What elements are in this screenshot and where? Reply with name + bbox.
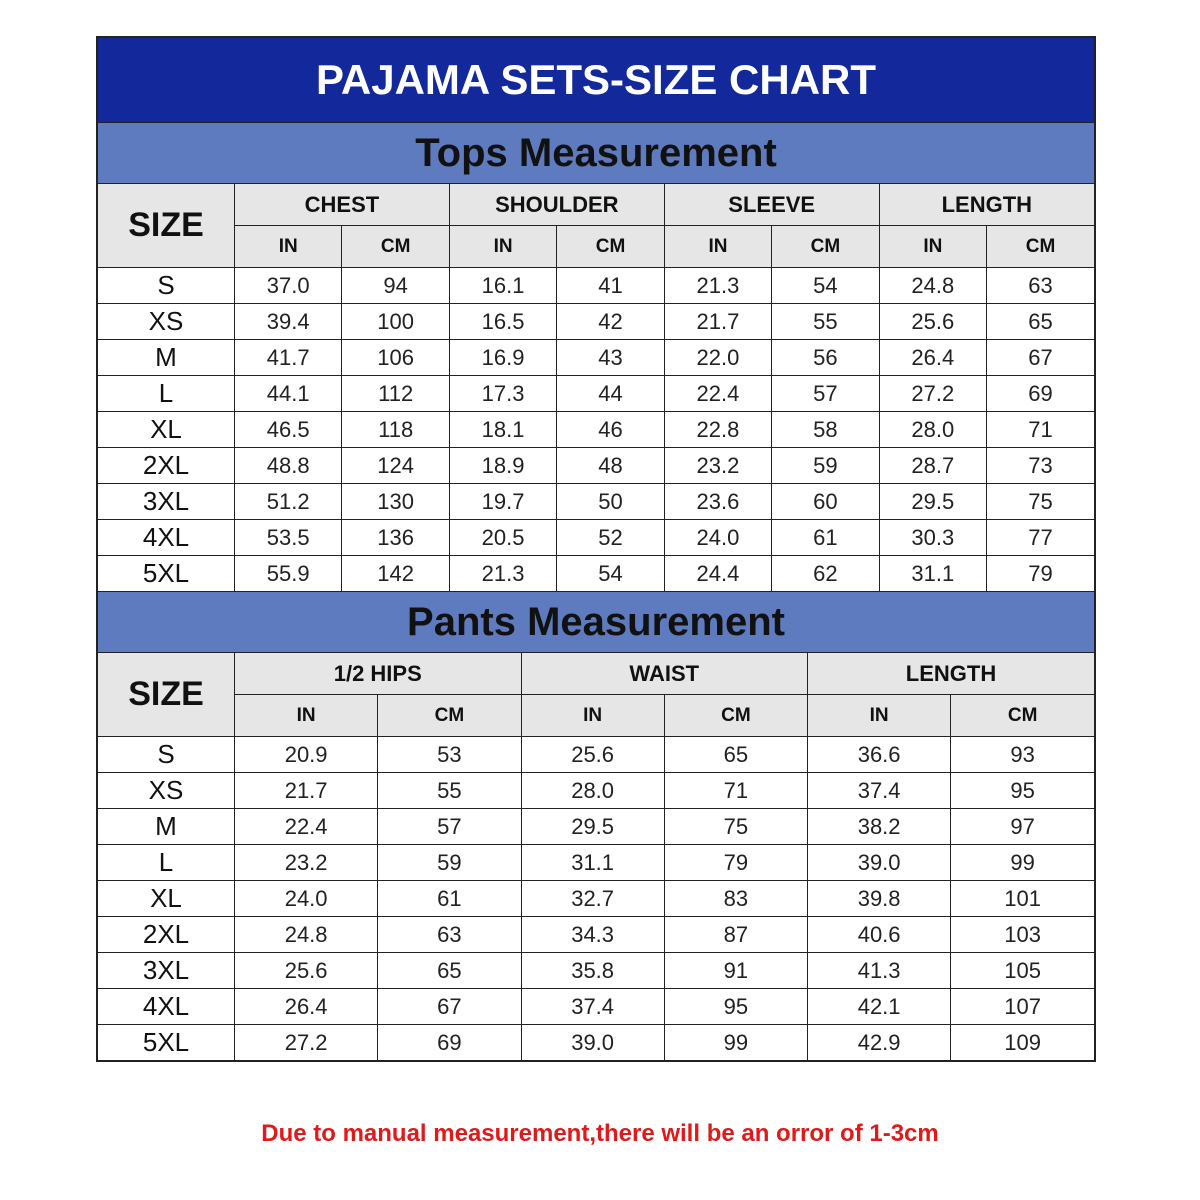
measurement-cell: 75 bbox=[987, 484, 1094, 520]
measurement-cell: 97 bbox=[951, 809, 1094, 845]
measurement-cell: 37.0 bbox=[235, 268, 342, 304]
size-label-cell: XL bbox=[98, 412, 235, 448]
measurement-cell: 18.9 bbox=[449, 448, 556, 484]
table-row bbox=[98, 376, 1094, 412]
unit-header: CM bbox=[342, 226, 449, 268]
measurement-cell: 63 bbox=[378, 917, 521, 953]
measurement-cell: 22.0 bbox=[664, 340, 771, 376]
measurement-cell: 57 bbox=[772, 376, 879, 412]
measurement-cell: 26.4 bbox=[235, 989, 378, 1025]
table-row bbox=[98, 412, 1094, 448]
measurement-cell: 55.9 bbox=[235, 556, 342, 592]
measurement-cell: 65 bbox=[987, 304, 1094, 340]
tops-group-sleeve: SLEEVE bbox=[664, 184, 879, 226]
measurement-cell: 52 bbox=[557, 520, 664, 556]
unit-header: IN bbox=[235, 226, 342, 268]
size-label-cell: M bbox=[98, 809, 235, 845]
size-label-cell: L bbox=[98, 376, 235, 412]
measurement-cell: 18.1 bbox=[449, 412, 556, 448]
size-label-cell: L bbox=[98, 845, 235, 881]
measurement-cell: 105 bbox=[951, 953, 1094, 989]
pants-group-hips: 1/2 HIPS bbox=[235, 653, 522, 695]
table-row bbox=[98, 520, 1094, 556]
unit-header: IN bbox=[521, 695, 664, 737]
measurement-cell: 29.5 bbox=[879, 484, 986, 520]
measurement-cell: 63 bbox=[987, 268, 1094, 304]
measurement-cell: 16.1 bbox=[449, 268, 556, 304]
table-row bbox=[98, 881, 1094, 917]
measurement-cell: 21.7 bbox=[664, 304, 771, 340]
unit-header: CM bbox=[987, 226, 1094, 268]
table-row bbox=[98, 773, 1094, 809]
measurement-cell: 54 bbox=[557, 556, 664, 592]
table-row bbox=[98, 737, 1094, 773]
tops-group-shoulder: SHOULDER bbox=[449, 184, 664, 226]
size-label-cell: 2XL bbox=[98, 917, 235, 953]
table-row bbox=[98, 845, 1094, 881]
table-row bbox=[98, 953, 1094, 989]
measurement-cell: 21.7 bbox=[235, 773, 378, 809]
measurement-cell: 75 bbox=[664, 809, 807, 845]
measurement-cell: 103 bbox=[951, 917, 1094, 953]
table-row bbox=[98, 304, 1094, 340]
pants-group-length: LENGTH bbox=[808, 653, 1095, 695]
measurement-cell: 24.0 bbox=[664, 520, 771, 556]
measurement-cell: 30.3 bbox=[879, 520, 986, 556]
table-row bbox=[98, 917, 1094, 953]
size-chart-sheet bbox=[96, 36, 1096, 1062]
measurement-cell: 87 bbox=[664, 917, 807, 953]
measurement-cell: 109 bbox=[951, 1025, 1094, 1061]
measurement-cell: 99 bbox=[951, 845, 1094, 881]
measurement-cell: 142 bbox=[342, 556, 449, 592]
measurement-cell: 118 bbox=[342, 412, 449, 448]
measurement-cell: 46.5 bbox=[235, 412, 342, 448]
measurement-cell: 25.6 bbox=[521, 737, 664, 773]
measurement-cell: 44.1 bbox=[235, 376, 342, 412]
size-label-cell: S bbox=[98, 737, 235, 773]
measurement-cell: 101 bbox=[951, 881, 1094, 917]
unit-header: IN bbox=[664, 226, 771, 268]
measurement-cell: 41.7 bbox=[235, 340, 342, 376]
tops-heading: Tops Measurement bbox=[98, 123, 1094, 184]
measurement-cell: 130 bbox=[342, 484, 449, 520]
size-label-cell: M bbox=[98, 340, 235, 376]
unit-header: IN bbox=[449, 226, 556, 268]
measurement-cell: 22.4 bbox=[664, 376, 771, 412]
measurement-cell: 34.3 bbox=[521, 917, 664, 953]
measurement-cell: 19.7 bbox=[449, 484, 556, 520]
measurement-cell: 69 bbox=[987, 376, 1094, 412]
measurement-cell: 40.6 bbox=[808, 917, 951, 953]
measurement-cell: 39.8 bbox=[808, 881, 951, 917]
measurement-cell: 21.3 bbox=[449, 556, 556, 592]
measurement-cell: 65 bbox=[378, 953, 521, 989]
measurement-cell: 16.9 bbox=[449, 340, 556, 376]
measurement-cell: 95 bbox=[664, 989, 807, 1025]
measurement-cell: 16.5 bbox=[449, 304, 556, 340]
unit-header: IN bbox=[808, 695, 951, 737]
measurement-cell: 79 bbox=[987, 556, 1094, 592]
measurement-cell: 95 bbox=[951, 773, 1094, 809]
measurement-cell: 24.8 bbox=[879, 268, 986, 304]
measurement-cell: 51.2 bbox=[235, 484, 342, 520]
size-label-cell: XS bbox=[98, 773, 235, 809]
measurement-cell: 107 bbox=[951, 989, 1094, 1025]
measurement-cell: 77 bbox=[987, 520, 1094, 556]
measurement-cell: 79 bbox=[664, 845, 807, 881]
measurement-cell: 94 bbox=[342, 268, 449, 304]
measurement-cell: 24.8 bbox=[235, 917, 378, 953]
measurement-cell: 31.1 bbox=[879, 556, 986, 592]
measurement-cell: 44 bbox=[557, 376, 664, 412]
measurement-cell: 41 bbox=[557, 268, 664, 304]
measurement-cell: 100 bbox=[342, 304, 449, 340]
measurement-cell: 22.4 bbox=[235, 809, 378, 845]
unit-header: CM bbox=[664, 695, 807, 737]
measurement-cell: 20.9 bbox=[235, 737, 378, 773]
size-label-cell: XL bbox=[98, 881, 235, 917]
tops-size-header: SIZE bbox=[98, 184, 235, 268]
table-row bbox=[98, 989, 1094, 1025]
measurement-cell: 58 bbox=[772, 412, 879, 448]
measurement-cell: 42 bbox=[557, 304, 664, 340]
measurement-cell: 54 bbox=[772, 268, 879, 304]
measurement-cell: 23.2 bbox=[235, 845, 378, 881]
measurement-cell: 55 bbox=[378, 773, 521, 809]
measurement-cell: 17.3 bbox=[449, 376, 556, 412]
measurement-cell: 42.1 bbox=[808, 989, 951, 1025]
tops-group-chest: CHEST bbox=[235, 184, 450, 226]
unit-header: CM bbox=[951, 695, 1094, 737]
size-label-cell: 2XL bbox=[98, 448, 235, 484]
size-label-cell: 5XL bbox=[98, 556, 235, 592]
pants-table-body bbox=[98, 737, 1094, 1061]
measurement-cell: 50 bbox=[557, 484, 664, 520]
measurement-cell: 112 bbox=[342, 376, 449, 412]
measurement-cell: 60 bbox=[772, 484, 879, 520]
measurement-cell: 62 bbox=[772, 556, 879, 592]
pants-table bbox=[98, 653, 1094, 1060]
table-row bbox=[98, 340, 1094, 376]
measurement-cell: 99 bbox=[664, 1025, 807, 1061]
measurement-cell: 73 bbox=[987, 448, 1094, 484]
measurement-cell: 39.4 bbox=[235, 304, 342, 340]
size-label-cell: S bbox=[98, 268, 235, 304]
table-row bbox=[98, 809, 1094, 845]
unit-header: IN bbox=[235, 695, 378, 737]
table-row bbox=[98, 484, 1094, 520]
measurement-cell: 41.3 bbox=[808, 953, 951, 989]
measurement-cell: 37.4 bbox=[808, 773, 951, 809]
table-row bbox=[98, 448, 1094, 484]
measurement-cell: 136 bbox=[342, 520, 449, 556]
measurement-cell: 67 bbox=[987, 340, 1094, 376]
size-label-cell: 3XL bbox=[98, 953, 235, 989]
measurement-cell: 27.2 bbox=[235, 1025, 378, 1061]
measurement-cell: 27.2 bbox=[879, 376, 986, 412]
measurement-cell: 106 bbox=[342, 340, 449, 376]
table-row bbox=[98, 1025, 1094, 1061]
measurement-cell: 61 bbox=[378, 881, 521, 917]
measurement-cell: 39.0 bbox=[521, 1025, 664, 1061]
measurement-cell: 124 bbox=[342, 448, 449, 484]
measurement-cell: 69 bbox=[378, 1025, 521, 1061]
pants-heading: Pants Measurement bbox=[98, 591, 1094, 653]
measurement-cell: 24.0 bbox=[235, 881, 378, 917]
measurement-cell: 71 bbox=[664, 773, 807, 809]
size-label-cell: XS bbox=[98, 304, 235, 340]
measurement-cell: 48 bbox=[557, 448, 664, 484]
measurement-cell: 53.5 bbox=[235, 520, 342, 556]
measurement-cell: 29.5 bbox=[521, 809, 664, 845]
measurement-cell: 43 bbox=[557, 340, 664, 376]
size-label-cell: 4XL bbox=[98, 989, 235, 1025]
measurement-cell: 42.9 bbox=[808, 1025, 951, 1061]
size-label-cell: 3XL bbox=[98, 484, 235, 520]
size-label-cell: 4XL bbox=[98, 520, 235, 556]
pants-group-waist: WAIST bbox=[521, 653, 808, 695]
pants-size-header: SIZE bbox=[98, 653, 235, 737]
measurement-cell: 28.7 bbox=[879, 448, 986, 484]
measurement-cell: 28.0 bbox=[879, 412, 986, 448]
measurement-cell: 22.8 bbox=[664, 412, 771, 448]
measurement-cell: 21.3 bbox=[664, 268, 771, 304]
tops-table bbox=[98, 184, 1094, 591]
measurement-cell: 59 bbox=[378, 845, 521, 881]
measurement-cell: 20.5 bbox=[449, 520, 556, 556]
measurement-cell: 28.0 bbox=[521, 773, 664, 809]
measurement-cell: 35.8 bbox=[521, 953, 664, 989]
measurement-cell: 24.4 bbox=[664, 556, 771, 592]
unit-header: CM bbox=[378, 695, 521, 737]
measurement-cell: 39.0 bbox=[808, 845, 951, 881]
measurement-cell: 25.6 bbox=[879, 304, 986, 340]
measurement-cell: 38.2 bbox=[808, 809, 951, 845]
tops-unit-row bbox=[98, 226, 1094, 268]
pants-unit-row bbox=[98, 695, 1094, 737]
measurement-cell: 23.2 bbox=[664, 448, 771, 484]
measurement-cell: 48.8 bbox=[235, 448, 342, 484]
measurement-cell: 26.4 bbox=[879, 340, 986, 376]
measurement-cell: 83 bbox=[664, 881, 807, 917]
measurement-cell: 61 bbox=[772, 520, 879, 556]
measurement-cell: 59 bbox=[772, 448, 879, 484]
size-label-cell: 5XL bbox=[98, 1025, 235, 1061]
measurement-cell: 71 bbox=[987, 412, 1094, 448]
measurement-cell: 65 bbox=[664, 737, 807, 773]
measurement-cell: 23.6 bbox=[664, 484, 771, 520]
measurement-cell: 36.6 bbox=[808, 737, 951, 773]
measurement-disclaimer: Due to manual measurement,there will be an orror of 1-3cm bbox=[261, 1120, 939, 1147]
measurement-cell: 31.1 bbox=[521, 845, 664, 881]
unit-header: CM bbox=[772, 226, 879, 268]
measurement-cell: 67 bbox=[378, 989, 521, 1025]
measurement-cell: 91 bbox=[664, 953, 807, 989]
table-row bbox=[98, 268, 1094, 304]
measurement-cell: 25.6 bbox=[235, 953, 378, 989]
measurement-cell: 93 bbox=[951, 737, 1094, 773]
tops-table-body bbox=[98, 268, 1094, 592]
measurement-cell: 37.4 bbox=[521, 989, 664, 1025]
table-row bbox=[98, 556, 1094, 592]
measurement-cell: 56 bbox=[772, 340, 879, 376]
chart-title: PAJAMA SETS-SIZE CHART bbox=[98, 38, 1094, 123]
measurement-cell: 32.7 bbox=[521, 881, 664, 917]
measurement-cell: 55 bbox=[772, 304, 879, 340]
unit-header: CM bbox=[557, 226, 664, 268]
unit-header: IN bbox=[879, 226, 986, 268]
tops-group-length: LENGTH bbox=[879, 184, 1094, 226]
measurement-cell: 53 bbox=[378, 737, 521, 773]
measurement-cell: 57 bbox=[378, 809, 521, 845]
measurement-cell: 46 bbox=[557, 412, 664, 448]
